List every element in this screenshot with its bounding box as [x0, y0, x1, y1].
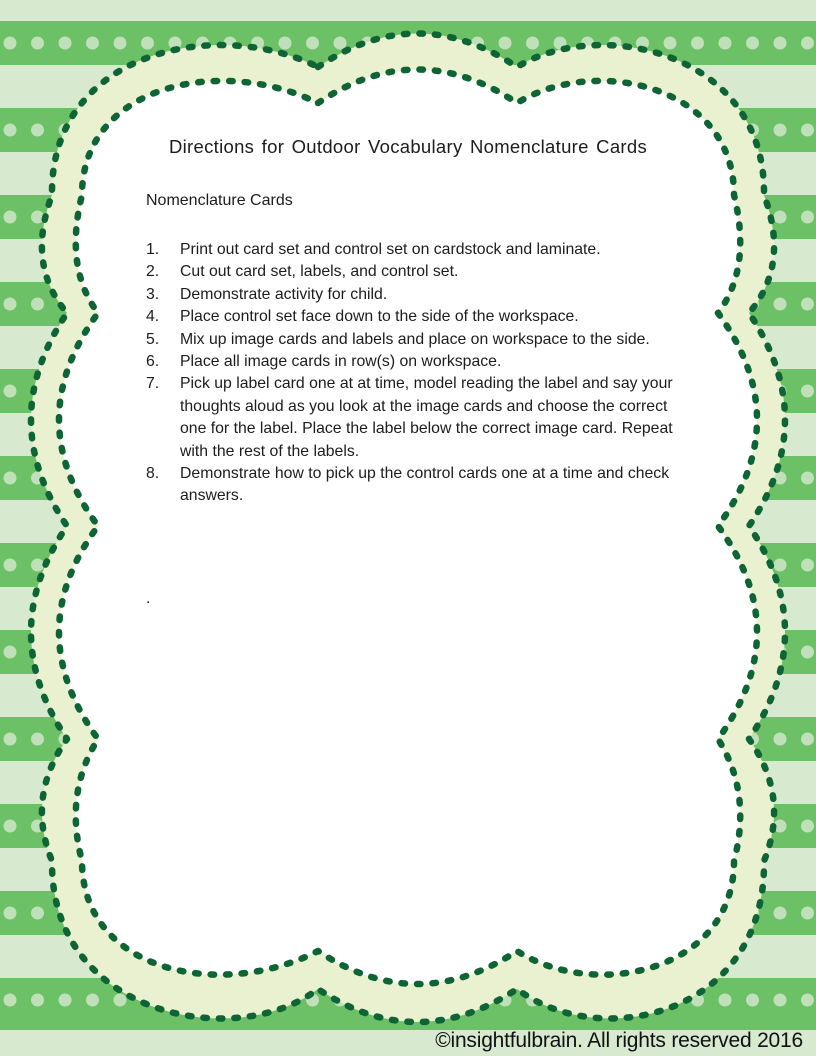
list-item [146, 306, 674, 328]
list-item-number: 5. [146, 330, 160, 348]
list-item-number: 1. [146, 241, 160, 258]
list-item [146, 239, 674, 261]
list-item-number: 4. [146, 308, 160, 326]
list-item [146, 463, 674, 508]
list-item-text: Print out card set and control set on cardstock and laminate. [180, 241, 601, 258]
list-item-text: Mix up image cards and labels and place on workspace to the side. [180, 330, 650, 348]
list-item-text: Demonstrate how to pick up the control cards one at a time and check answers. [180, 465, 670, 505]
list-item [146, 261, 674, 283]
list-item-number: 8. [146, 465, 160, 483]
copyright-footer: ©insightfulbrain. All rights reserved 2016 [435, 1029, 803, 1052]
list-item-number: 7. [146, 375, 160, 393]
list-item-text: Place control set face down to the side of the workspace. [180, 308, 579, 326]
stray-period: . [146, 590, 151, 607]
list-item-number: 2. [146, 263, 160, 281]
list-item-text: Place all image cards in row(s) on workspace. [180, 353, 502, 371]
page-title: Directions for Outdoor Vocabulary Nomenclature Cards [168, 136, 648, 157]
list-item [146, 373, 674, 463]
directions-list [146, 239, 674, 508]
list-item-text: Demonstrate activity for child. [180, 285, 388, 303]
list-item [146, 351, 674, 373]
list-item-number: 6. [146, 353, 160, 371]
list-item [146, 329, 674, 351]
list-item-text: Pick up label card one at at time, model reading the label and say your thoughts aloud as you look at the image cards and choose the correct one for the label. Place the label below the correct image card. Repeat with the rest of the labels. [180, 375, 673, 460]
list-item-number: 3. [146, 285, 160, 303]
list-item [146, 284, 674, 306]
section-heading: Nomenclature Cards [146, 192, 293, 209]
list-item-text: Cut out card set, labels, and control set. [180, 263, 459, 281]
